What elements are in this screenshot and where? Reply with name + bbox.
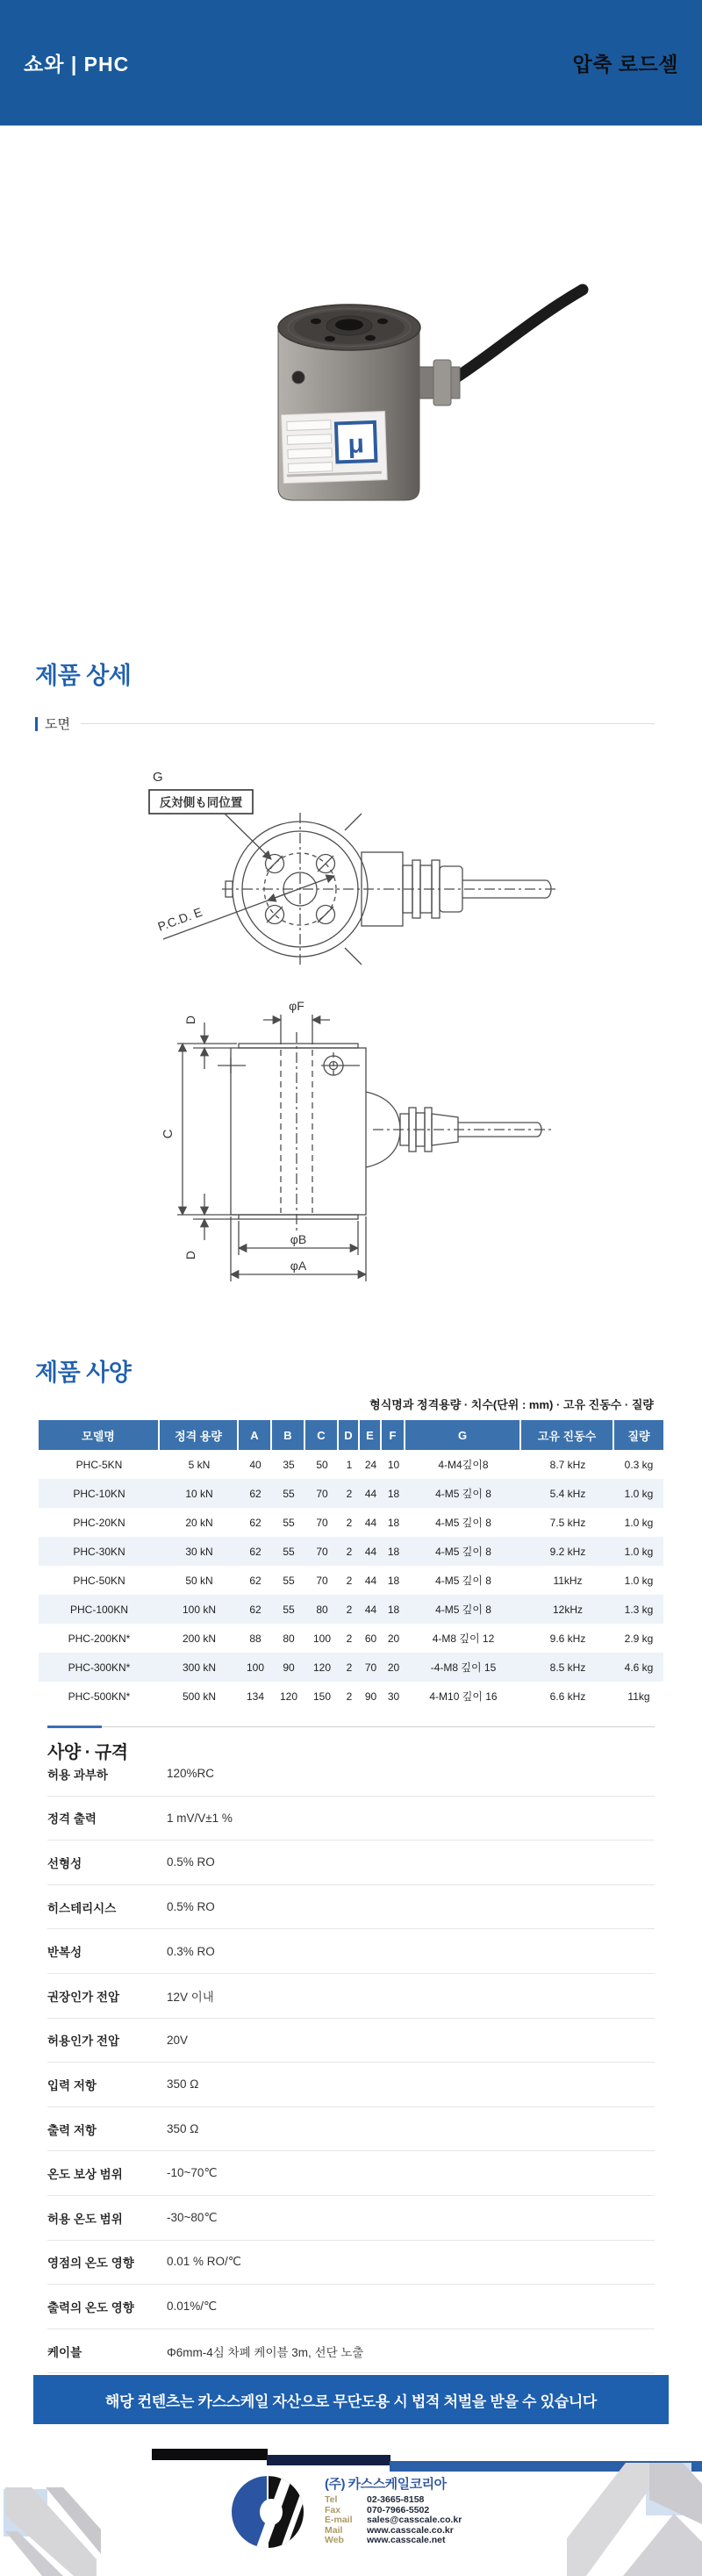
table-cell: 150 (312, 1690, 332, 1703)
drawing-label: 도면 (45, 717, 70, 732)
table-row (39, 1653, 663, 1682)
center-hole (335, 319, 363, 331)
cable-gland-nut (433, 360, 451, 405)
table-cell: 120 (312, 1661, 332, 1674)
spec-label: 출력 저항 (47, 2123, 97, 2137)
table-cell: 2 (346, 1574, 353, 1587)
spec-list (47, 1752, 655, 2373)
table-cell: 44 (364, 1603, 377, 1616)
spec-label: 온도 보상 범위 (47, 2168, 123, 2182)
product-label (282, 412, 388, 484)
contact-row (325, 2536, 462, 2546)
spec-value: -30~80℃ (167, 2210, 218, 2224)
mu-logo: μ (347, 429, 365, 460)
table-row (39, 1508, 663, 1537)
spec-table-col-header: 질량 (627, 1429, 650, 1443)
table-cell: 134 (246, 1690, 265, 1703)
spec-list-row (47, 2285, 655, 2329)
table-cell: 18 (387, 1603, 400, 1616)
table-cell: 55 (283, 1574, 295, 1587)
table-cell: 18 (387, 1516, 400, 1529)
spec-table-col-header: D (339, 1420, 360, 1450)
table-cell: 50 kN (185, 1574, 213, 1587)
table-cell: 4-M10 깊이 16 (429, 1690, 498, 1703)
table-cell: PHC-500KN* (68, 1690, 131, 1703)
table-cell: 30 kN (185, 1545, 213, 1558)
table-cell: 200 kN (182, 1632, 217, 1645)
spec-list-row (47, 1885, 655, 1930)
spec-value: 120%RC (167, 1767, 215, 1781)
table-cell: 7.5 kHz (549, 1516, 586, 1529)
table-row (39, 1450, 663, 1479)
spec-label: 허용 과부하 (47, 1768, 108, 1782)
table-cell: 40 (249, 1458, 261, 1471)
table-cell: -4-M8 깊이 15 (430, 1661, 497, 1674)
table-cell: 100 kN (182, 1603, 217, 1616)
spec-list-row (47, 1841, 655, 1885)
spec-table-col-header: E (360, 1420, 382, 1450)
dim-label-d-top: D (183, 1015, 197, 1025)
table-cell: 11kg (627, 1690, 650, 1703)
spec-list-row (47, 2107, 655, 2152)
table-cell: 80 (316, 1603, 328, 1616)
footer-company-name: (주) 카스스케일코리아 (325, 2477, 447, 2492)
spec-label: 허용 온도 범위 (47, 2212, 123, 2226)
contact-value: 02-3665-8158 (367, 2494, 425, 2505)
technical-drawing-side-view (140, 994, 562, 1318)
table-cell: 4.6 kg (624, 1661, 654, 1674)
table-cell: 100 (246, 1661, 265, 1674)
table-cell: 20 (387, 1661, 400, 1674)
table-cell: 62 (249, 1603, 261, 1616)
spec-label: 영점의 온도 영향 (47, 2257, 134, 2271)
table-cell: 18 (387, 1574, 400, 1587)
table-cell: 90 (364, 1690, 377, 1703)
spec-label: 정격 출력 (47, 1812, 97, 1826)
table-cell: 5.4 kHz (549, 1487, 586, 1500)
table-cell: 4-M4깊이8 (438, 1459, 489, 1471)
spec-value: 1 mV/V±1 % (167, 1811, 233, 1825)
spec-value: 350 Ω (167, 2122, 199, 2136)
table-cell: 70 (316, 1487, 328, 1500)
table-cell: 12kHz (552, 1603, 583, 1616)
dim-label-phi-f: φF (289, 999, 304, 1013)
table-row (39, 1479, 663, 1508)
deco-bar-navy (267, 2455, 390, 2465)
spec-list-row (47, 2329, 655, 2374)
table-cell: 1.3 kg (624, 1603, 654, 1616)
contact-label: Tel (325, 2494, 338, 2505)
table-cell: PHC-20KN (73, 1516, 125, 1529)
table-cell: 1.0 kg (624, 1487, 654, 1500)
spec-value: 20V (167, 2033, 189, 2047)
table-cell: 88 (249, 1632, 261, 1645)
spec-list-row (47, 2019, 655, 2063)
table-cell: 70 (364, 1661, 377, 1674)
table-row (39, 1566, 663, 1595)
dim-label-c: C (161, 1129, 176, 1139)
deco-bar-black (152, 2449, 268, 2460)
cable-gland (419, 367, 433, 398)
table-cell: 2 (346, 1545, 353, 1558)
table-cell: PHC-300KN* (68, 1661, 131, 1674)
table-row (39, 1624, 663, 1653)
table-cell: 62 (249, 1545, 261, 1558)
spec-table-header-row (39, 1420, 663, 1450)
technical-drawing-top-view (140, 755, 562, 1001)
spec-list-row (47, 1752, 655, 1797)
page-header (0, 0, 702, 126)
spec-table-col-header: B (272, 1420, 305, 1450)
spec-label: 권장인가 전압 (47, 1990, 119, 2004)
table-cell: 50 (316, 1458, 328, 1471)
spec-table-col-header: 모델명 (39, 1420, 160, 1450)
section-divider (47, 1726, 655, 1728)
table-cell: 55 (283, 1545, 295, 1558)
contact-value[interactable]: sales@casscale.co.kr (367, 2515, 462, 2526)
table-cell: 70 (316, 1574, 328, 1587)
table-cell: PHC-5KN (75, 1458, 123, 1471)
contact-label: Web (325, 2535, 344, 2546)
side-screw (292, 371, 304, 384)
table-cell: 1 (346, 1458, 353, 1471)
cable (456, 290, 583, 377)
table-cell: 6.6 kHz (549, 1690, 586, 1703)
product-photo (239, 279, 590, 516)
spec-table-note: 형식명과 정격용량 · 치수(단위 : mm) · 고유 진동수 · 질량 (369, 1398, 654, 1411)
spec-label: 선형성 (47, 1856, 82, 1870)
cable-gland-ring (451, 367, 460, 398)
section-title-spec: 제품 사양 (35, 1360, 132, 1386)
table-cell: 2 (346, 1516, 353, 1529)
table-cell: 44 (364, 1487, 377, 1500)
spec-value: 0.01%/℃ (167, 2299, 218, 2313)
contact-value[interactable]: www.casscale.net (367, 2535, 446, 2546)
watermark-left (0, 2480, 101, 2576)
spec-label: 입력 저항 (47, 2078, 97, 2092)
table-cell: 18 (387, 1545, 400, 1558)
spec-table (39, 1420, 663, 1711)
contact-value[interactable]: www.casscale.co.kr (367, 2524, 454, 2536)
table-cell: 500 kN (182, 1690, 217, 1703)
divider-blue (47, 1726, 102, 1728)
table-cell: 60 (364, 1632, 377, 1645)
contact-label: Fax (325, 2504, 341, 2515)
spec-label: 반복성 (47, 1946, 82, 1960)
drawing-subheader (35, 714, 655, 733)
table-cell: 55 (283, 1516, 295, 1529)
table-cell: 4-M5 깊이 8 (435, 1604, 491, 1616)
spec-value: 0.3% RO (167, 1944, 215, 1958)
blue-accent-bar (35, 717, 38, 731)
table-cell: 9.2 kHz (549, 1545, 586, 1558)
table-cell: 62 (249, 1487, 261, 1500)
table-cell: 4-M5 깊이 8 (435, 1546, 491, 1558)
divider-line (81, 723, 655, 724)
cas-logo (230, 2475, 305, 2549)
spec-value: 350 Ω (167, 2077, 199, 2092)
spec-label: 허용인가 전압 (47, 2034, 119, 2049)
table-cell: 2 (346, 1632, 353, 1645)
spec-list-row (47, 2196, 655, 2241)
watermark-right (542, 2463, 702, 2576)
table-cell: 44 (364, 1574, 377, 1587)
table-cell: 4-M5 깊이 8 (435, 1575, 491, 1587)
bolt-hole (325, 336, 335, 341)
divider-gray (47, 1726, 655, 1727)
spec-value: Φ6mm-4심 차폐 케이블 3m, 선단 노출 (167, 2345, 364, 2359)
table-cell: 11kHz (553, 1574, 583, 1587)
table-cell: 8.5 kHz (549, 1661, 586, 1674)
bolt-hole (365, 335, 376, 341)
spec-label: 히스테리시스 (47, 1901, 117, 1915)
spec-value: 0.5% RO (167, 1855, 215, 1869)
table-cell: 10 kN (185, 1487, 213, 1500)
product-category-title: 압축 로드셀 (572, 53, 678, 75)
table-row (39, 1537, 663, 1566)
spec-table-body (39, 1450, 663, 1711)
dim-label-pcd: P.C.D. E (155, 904, 204, 934)
table-cell: 2.9 kg (624, 1632, 654, 1645)
spec-label: 출력의 온도 영향 (47, 2300, 134, 2314)
spec-value: 0.01 % RO/℃ (167, 2255, 241, 2269)
spec-table-col-header: A (239, 1420, 272, 1450)
spec-list-row (47, 2063, 655, 2107)
table-cell: 5 kN (188, 1458, 211, 1471)
spec-list-row (47, 2151, 655, 2196)
table-cell: 80 (283, 1632, 295, 1645)
spec-value: -10~70℃ (167, 2166, 218, 2180)
spec-list-row (47, 1974, 655, 2019)
spec-table-col-header: F (382, 1420, 405, 1450)
spec-list-row (47, 1797, 655, 1841)
spec-value: 12V 이내 (167, 1990, 214, 2004)
contact-label: E-mail (325, 2515, 353, 2526)
spec-table-col-header: C (305, 1420, 339, 1450)
table-cell: 2 (346, 1487, 353, 1500)
bolt-hole (311, 319, 321, 324)
spec-value: 0.5% RO (167, 1900, 215, 1914)
table-cell: 44 (364, 1545, 377, 1558)
table-cell: PHC-30KN (73, 1545, 125, 1558)
drawing-note: 反対側も同位置 (159, 796, 243, 809)
spec-table-col-header: 정격 용량 (160, 1420, 239, 1450)
table-cell: 90 (283, 1661, 295, 1674)
table-cell: 300 kN (182, 1661, 217, 1674)
table-cell: 0.3 kg (624, 1458, 654, 1471)
footer-contacts (325, 2495, 462, 2546)
table-cell: 24 (364, 1458, 377, 1471)
table-cell: 20 (387, 1632, 400, 1645)
section-title-spec2: 사양 · 규격 (47, 1743, 128, 1762)
table-cell: 4-M8 깊이 12 (432, 1632, 495, 1645)
section-title-detail: 제품 상세 (35, 663, 132, 689)
table-cell: 18 (387, 1487, 400, 1500)
table-cell: 9.6 kHz (549, 1632, 586, 1645)
table-cell: 1.0 kg (624, 1516, 654, 1529)
table-cell: PHC-10KN (73, 1487, 125, 1500)
dim-label-d-bottom: D (183, 1250, 197, 1260)
spec-list-row (47, 2241, 655, 2285)
contact-value: 070-7966-5502 (367, 2504, 430, 2515)
table-row (39, 1682, 663, 1711)
spec-table-col-header: G (405, 1420, 521, 1450)
table-cell: 30 (387, 1690, 400, 1703)
table-cell: 1.0 kg (624, 1545, 654, 1558)
table-cell: 55 (283, 1487, 295, 1500)
table-row (39, 1595, 663, 1624)
table-cell: 2 (346, 1661, 353, 1674)
dim-label-phi-b: φB (290, 1232, 307, 1246)
table-cell: 4-M5 깊이 8 (435, 1517, 491, 1529)
contact-label: Mail (325, 2524, 343, 2536)
table-cell: 62 (249, 1516, 261, 1529)
copyright-notice: 해당 컨텐츠는 카스스케일 자산으로 무단도용 시 법적 처벌을 받을 수 있습니다 (33, 2375, 669, 2424)
table-cell: 8.7 kHz (549, 1458, 586, 1471)
table-cell: 10 (387, 1458, 400, 1471)
dim-label-g: G (153, 770, 163, 785)
table-cell: PHC-200KN* (68, 1632, 131, 1645)
table-cell: PHC-50KN (73, 1574, 125, 1587)
table-cell: 20 kN (185, 1516, 213, 1529)
table-cell: 35 (283, 1458, 295, 1471)
table-cell: 2 (346, 1690, 353, 1703)
table-cell: 62 (249, 1574, 261, 1587)
table-cell: 70 (316, 1545, 328, 1558)
table-cell: 44 (364, 1516, 377, 1529)
table-cell: 70 (316, 1516, 328, 1529)
table-cell: 120 (279, 1690, 298, 1703)
spec-list-row (47, 1929, 655, 1974)
table-cell: 100 (312, 1632, 332, 1645)
bolt-hole (377, 319, 388, 324)
table-cell: 1.0 kg (624, 1574, 654, 1587)
contact-row (325, 2495, 462, 2506)
spec-table-col-header: 고유 진동수 (521, 1420, 614, 1450)
dim-label-phi-a: φA (290, 1259, 307, 1273)
table-cell: PHC-100KN (69, 1603, 129, 1616)
table-cell: 2 (346, 1603, 353, 1616)
table-cell: 4-M5 깊이 8 (435, 1488, 491, 1500)
brand-title: 쇼와 | PHC (24, 53, 130, 75)
spec-label: 케이블 (47, 2345, 82, 2359)
table-cell: 55 (283, 1603, 295, 1616)
